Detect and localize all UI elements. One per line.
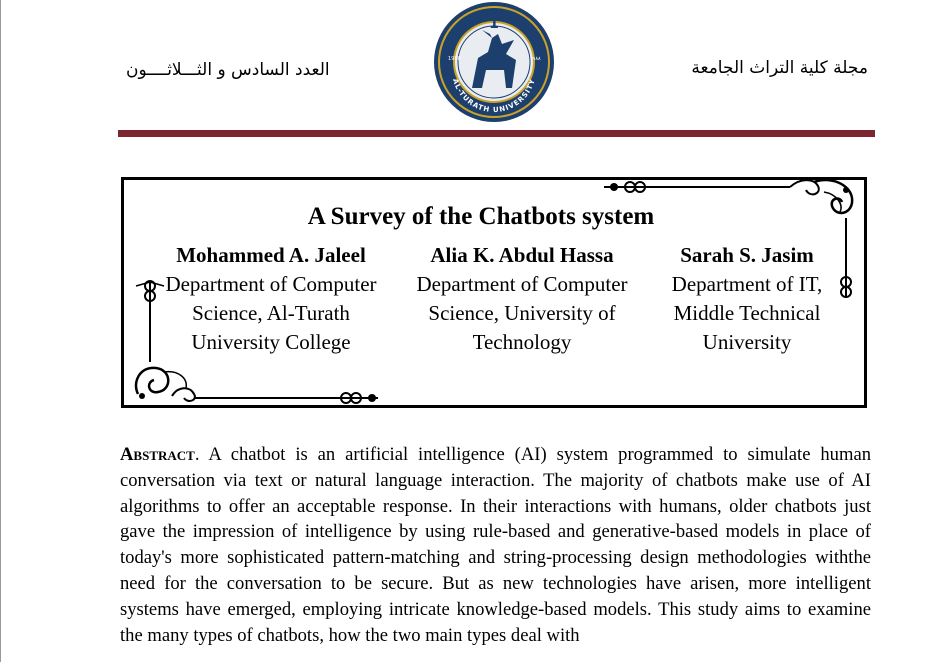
abstract-heading: Abstract bbox=[120, 444, 195, 465]
author-affiliation-line: University College bbox=[191, 330, 351, 354]
svg-text:1: 1 bbox=[489, 16, 499, 32]
author-affiliation-line: University bbox=[702, 330, 792, 354]
author-affiliation-line: Technology bbox=[472, 330, 572, 354]
page-edge-line bbox=[0, 0, 1, 662]
author-name: Alia K. Abdul Hassa bbox=[430, 243, 614, 267]
university-logo bbox=[432, 0, 556, 128]
abstract bbox=[120, 442, 871, 648]
svg-text:١٩٨٨: ١٩٨٨ bbox=[530, 56, 541, 62]
abstract-text: . A chatbot is an artificial intelligence (AI) system programmed to simulate human conversation via text or natural language interaction. The majority of chatbots make use of AI algorithms to offer an acceptable response. In their interactions with humans, older chatbots just gave the impression of intelligence by using rule-based and generative-based models in place of today's more sophisticated pattern-matching and string-processing design methodologies withthe need for the conversation to be secure. But as new technologies have arisen, more intelligent systems have emerged, employing intricate knowledge-based models. This study aims to examine the many types of chatbots, how the two main types deal with bbox=[120, 444, 871, 646]
logo-text: AL-TURATH UNIVERSITY bbox=[451, 77, 537, 115]
author-affiliation-line: Department of IT, bbox=[671, 272, 823, 296]
author-affiliation-line: Department of Computer bbox=[416, 272, 628, 296]
author-affiliation-line: Science, Al-Turath bbox=[192, 301, 350, 325]
author-affiliation-line: Middle Technical bbox=[673, 301, 821, 325]
journal-name: مجلة كلية التراث الجامعة bbox=[691, 58, 868, 78]
author-name: Mohammed A. Jaleel bbox=[176, 243, 366, 267]
paper-title: A Survey of the Chatbots system bbox=[307, 203, 655, 230]
author-affiliation-line: Science, University of bbox=[428, 301, 616, 325]
author-name: Sarah S. Jasim bbox=[680, 243, 814, 267]
issue-label: العدد السادس و الثـــلاثــــون bbox=[126, 60, 330, 80]
author-block-2 bbox=[398, 240, 646, 357]
author-affiliation-line: Department of Computer bbox=[165, 272, 377, 296]
author-block-3 bbox=[652, 240, 842, 357]
author-block-1 bbox=[140, 240, 402, 357]
header-rule bbox=[118, 130, 875, 137]
svg-text:1988: 1988 bbox=[448, 56, 461, 62]
